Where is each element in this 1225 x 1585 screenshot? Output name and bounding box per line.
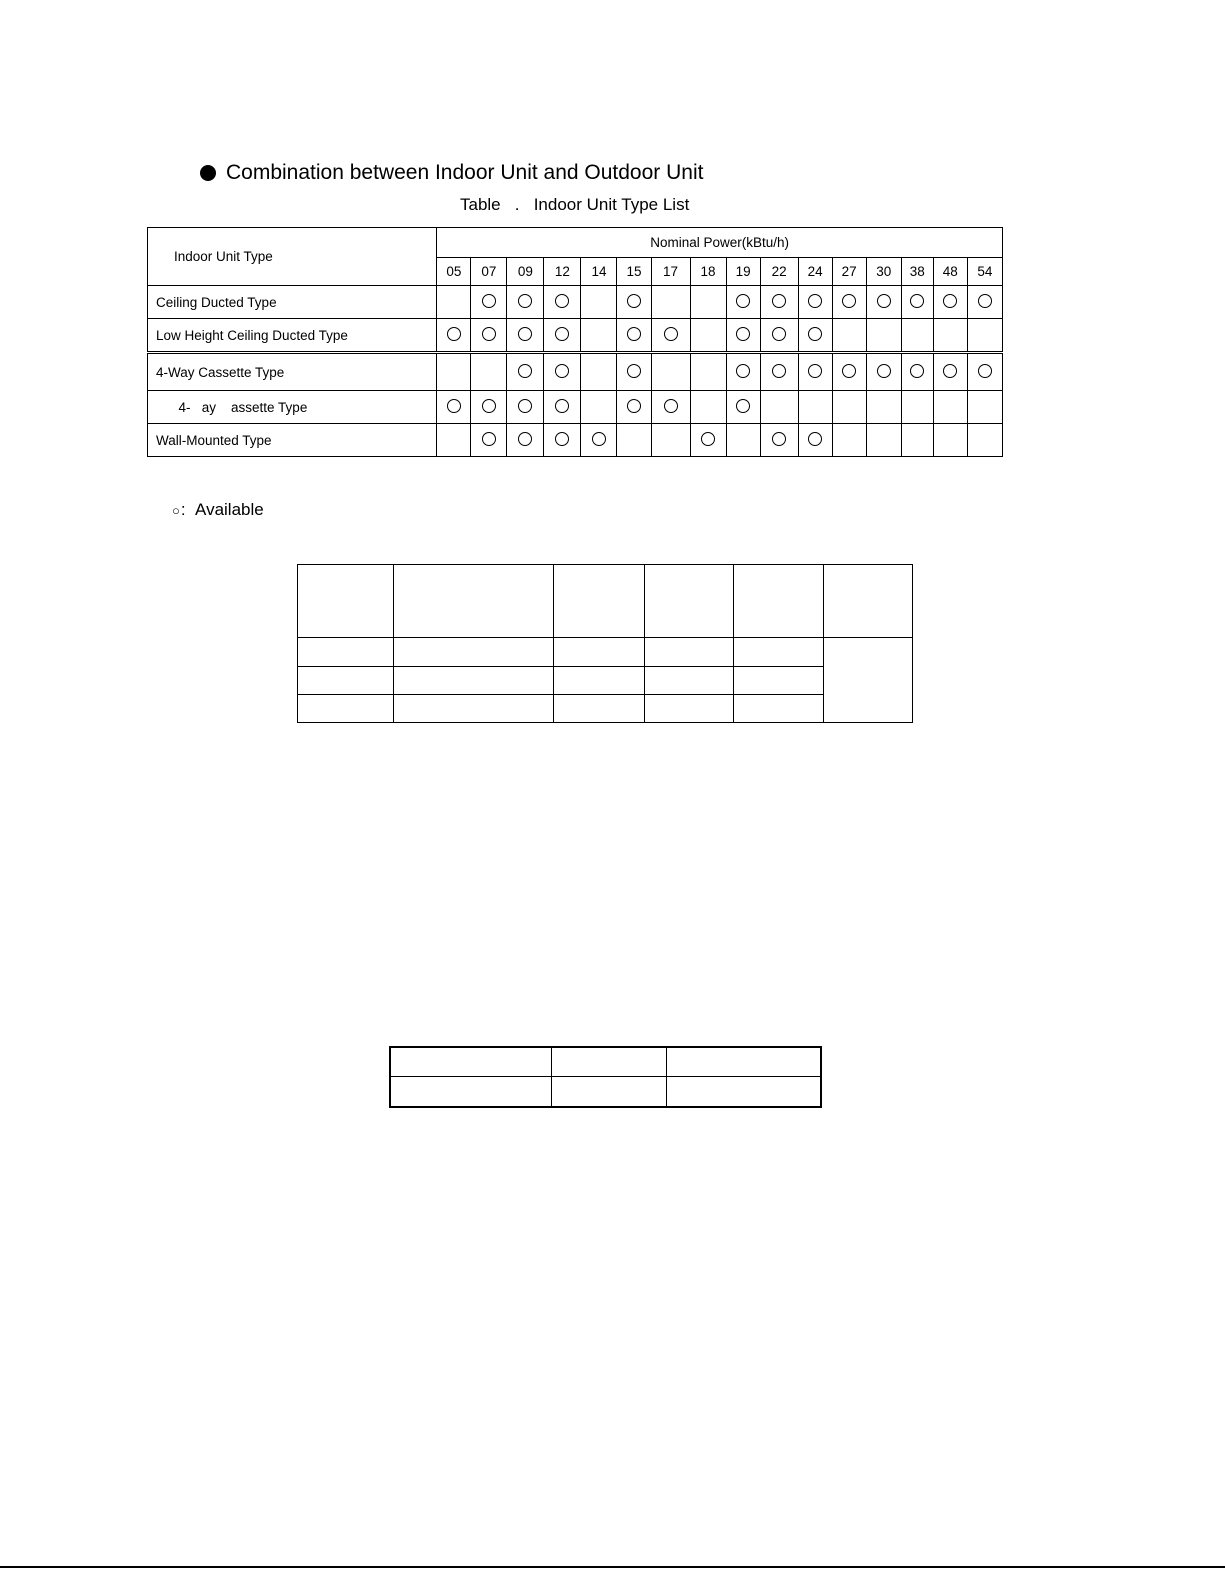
availability-cell [651, 286, 690, 319]
available-circle-icon [877, 364, 891, 378]
availability-cell [617, 319, 651, 353]
availability-cell [690, 391, 726, 424]
availability-cell [651, 424, 690, 457]
available-circle-icon [592, 432, 606, 446]
available-circle-icon [555, 364, 569, 378]
table-cell [554, 638, 644, 667]
availability-cell [832, 286, 866, 319]
available-circle-icon [482, 432, 496, 446]
table-row [298, 695, 913, 723]
table-cell [551, 1047, 666, 1076]
availability-cell [901, 391, 933, 424]
availability-cell [617, 286, 651, 319]
availability-cell [437, 391, 471, 424]
availability-cell [544, 319, 581, 353]
available-circle-icon [664, 399, 678, 413]
available-circle-icon [910, 294, 924, 308]
table-cell [733, 667, 823, 695]
available-circle-icon [772, 432, 786, 446]
availability-cell [798, 319, 832, 353]
table-cell [666, 1076, 821, 1107]
available-circle-icon [877, 294, 891, 308]
table-cell [644, 565, 733, 638]
available-symbol: ○ [172, 502, 180, 518]
availability-cell [617, 424, 651, 457]
availability-cell [933, 319, 967, 353]
availability-cell [866, 319, 901, 353]
available-circle-icon [736, 399, 750, 413]
indoor-unit-type-table [147, 227, 1003, 457]
availability-cell [581, 286, 617, 319]
availability-cell [798, 424, 832, 457]
table-cell [823, 638, 912, 723]
available-circle-icon [772, 364, 786, 378]
power-column-header: 07 [471, 258, 507, 286]
availability-cell [544, 391, 581, 424]
availability-cell [507, 391, 544, 424]
nominal-power-header: Nominal Power(kBtu/h) [437, 228, 1003, 258]
available-circle-icon [772, 294, 786, 308]
availability-cell [901, 353, 933, 391]
power-column-header: 19 [726, 258, 760, 286]
availability-cell [581, 391, 617, 424]
power-column-header: 38 [901, 258, 933, 286]
available-circle-icon [943, 364, 957, 378]
availability-cell [651, 319, 690, 353]
availability-cell [901, 319, 933, 353]
power-column-header: 27 [832, 258, 866, 286]
availability-cell [726, 424, 760, 457]
availability-cell [471, 319, 507, 353]
available-circle-icon [518, 294, 532, 308]
availability-cell [933, 391, 967, 424]
availability-cell [760, 424, 798, 457]
power-column-header: 48 [933, 258, 967, 286]
available-circle-icon [627, 294, 641, 308]
availability-cell [933, 424, 967, 457]
availability-cell [437, 319, 471, 353]
availability-cell [726, 286, 760, 319]
power-column-header: 05 [437, 258, 471, 286]
legend-text: Available [195, 500, 264, 519]
availability-cell [866, 353, 901, 391]
availability-cell [507, 286, 544, 319]
available-circle-icon [978, 294, 992, 308]
table-row [148, 353, 1003, 391]
available-circle-icon [518, 327, 532, 341]
table-cell [394, 638, 554, 667]
availability-cell [507, 319, 544, 353]
available-circle-icon [555, 294, 569, 308]
blank-table-2 [389, 1046, 822, 1108]
availability-cell [507, 424, 544, 457]
availability-cell [726, 319, 760, 353]
table-row [390, 1076, 821, 1107]
power-column-header: 54 [967, 258, 1002, 286]
availability-cell [967, 424, 1002, 457]
available-circle-icon [447, 399, 461, 413]
table-cell [554, 667, 644, 695]
available-circle-icon [808, 327, 822, 341]
available-circle-icon [664, 327, 678, 341]
availability-cell [507, 353, 544, 391]
availability-cell [581, 319, 617, 353]
availability-cell [690, 286, 726, 319]
legend [172, 500, 264, 520]
available-circle-icon [627, 327, 641, 341]
availability-cell [581, 353, 617, 391]
table-row [148, 424, 1003, 457]
availability-cell [471, 353, 507, 391]
available-circle-icon [842, 294, 856, 308]
availability-cell [866, 391, 901, 424]
availability-cell [901, 424, 933, 457]
available-circle-icon [555, 327, 569, 341]
availability-cell [690, 424, 726, 457]
availability-cell [471, 286, 507, 319]
availability-cell [581, 424, 617, 457]
available-circle-icon [518, 364, 532, 378]
table-row [148, 391, 1003, 424]
availability-cell [866, 286, 901, 319]
unit-type-label: 4-Way Cassette Type [148, 353, 437, 391]
unit-type-label: Ceiling Ducted Type [148, 286, 437, 319]
table-cell [644, 695, 733, 723]
table-row [390, 1047, 821, 1076]
table-row [298, 638, 913, 667]
available-circle-icon [736, 364, 750, 378]
available-circle-icon [447, 327, 461, 341]
availability-cell [832, 424, 866, 457]
availability-cell [967, 353, 1002, 391]
table-cell [298, 638, 394, 667]
availability-cell [690, 319, 726, 353]
power-column-header: 30 [866, 258, 901, 286]
unit-type-label: Low Height Ceiling Ducted Type [148, 319, 437, 353]
table-cell [733, 695, 823, 723]
table-cell [554, 565, 644, 638]
available-circle-icon [808, 294, 822, 308]
availability-cell [690, 353, 726, 391]
table-cell [644, 667, 733, 695]
availability-cell [726, 391, 760, 424]
available-circle-icon [910, 364, 924, 378]
section-heading-text: Combination between Indoor Unit and Outdoor Unit [226, 161, 704, 184]
availability-cell [437, 286, 471, 319]
blank-table-1 [297, 564, 913, 723]
power-column-header: 14 [581, 258, 617, 286]
table-caption: Table . Indoor Unit Type List [460, 195, 690, 214]
indoor-unit-type-header: Indoor Unit Type [148, 228, 437, 286]
availability-cell [437, 424, 471, 457]
table-row [298, 667, 913, 695]
power-column-header: 15 [617, 258, 651, 286]
table-cell [394, 695, 554, 723]
availability-cell [967, 319, 1002, 353]
available-circle-icon [555, 432, 569, 446]
available-circle-icon [943, 294, 957, 308]
available-circle-icon [842, 364, 856, 378]
power-column-header: 17 [651, 258, 690, 286]
available-circle-icon [808, 364, 822, 378]
available-circle-icon [736, 294, 750, 308]
available-circle-icon [736, 327, 750, 341]
availability-cell [901, 286, 933, 319]
availability-cell [832, 353, 866, 391]
power-column-header: 09 [507, 258, 544, 286]
availability-cell [760, 353, 798, 391]
power-column-header: 12 [544, 258, 581, 286]
availability-cell [544, 424, 581, 457]
available-circle-icon [518, 432, 532, 446]
table-row [148, 286, 1003, 319]
availability-cell [866, 424, 901, 457]
availability-cell [798, 391, 832, 424]
table-cell [390, 1076, 551, 1107]
table-cell [554, 695, 644, 723]
availability-cell [760, 391, 798, 424]
availability-cell [544, 353, 581, 391]
table-cell [298, 565, 394, 638]
availability-cell [437, 353, 471, 391]
table-cell [394, 667, 554, 695]
table-cell [298, 695, 394, 723]
table-cell [733, 565, 823, 638]
available-circle-icon [482, 294, 496, 308]
table-cell [733, 638, 823, 667]
available-circle-icon [627, 399, 641, 413]
section-heading [200, 161, 703, 185]
availability-cell [832, 319, 866, 353]
power-column-header: 24 [798, 258, 832, 286]
availability-cell [651, 391, 690, 424]
power-column-header: 18 [690, 258, 726, 286]
availability-cell [760, 286, 798, 319]
available-circle-icon [701, 432, 715, 446]
availability-cell [617, 391, 651, 424]
table-cell [551, 1076, 666, 1107]
available-circle-icon [772, 327, 786, 341]
availability-cell [651, 353, 690, 391]
unit-type-label: 4- ay assette Type [148, 391, 437, 424]
table-cell [390, 1047, 551, 1076]
available-circle-icon [518, 399, 532, 413]
availability-cell [798, 353, 832, 391]
available-circle-icon [482, 399, 496, 413]
type-table-body [148, 286, 1003, 457]
availability-cell [544, 286, 581, 319]
unit-type-label: Wall-Mounted Type [148, 424, 437, 457]
table-cell [666, 1047, 821, 1076]
available-circle-icon [482, 327, 496, 341]
availability-cell [798, 286, 832, 319]
availability-cell [933, 286, 967, 319]
bullet-icon [200, 165, 216, 181]
available-circle-icon [808, 432, 822, 446]
availability-cell [760, 319, 798, 353]
available-circle-icon [627, 364, 641, 378]
table-row [298, 565, 913, 638]
availability-cell [726, 353, 760, 391]
availability-cell [967, 286, 1002, 319]
availability-cell [471, 391, 507, 424]
table-cell [823, 565, 912, 638]
table-cell [298, 667, 394, 695]
availability-cell [617, 353, 651, 391]
availability-cell [933, 353, 967, 391]
legend-separator: : [180, 500, 196, 519]
power-column-header: 22 [760, 258, 798, 286]
availability-cell [967, 391, 1002, 424]
available-circle-icon [555, 399, 569, 413]
footer-divider [0, 1566, 1225, 1568]
availability-cell [832, 391, 866, 424]
available-circle-icon [978, 364, 992, 378]
availability-cell [471, 424, 507, 457]
table-cell [394, 565, 554, 638]
table-row [148, 319, 1003, 353]
table-cell [644, 638, 733, 667]
